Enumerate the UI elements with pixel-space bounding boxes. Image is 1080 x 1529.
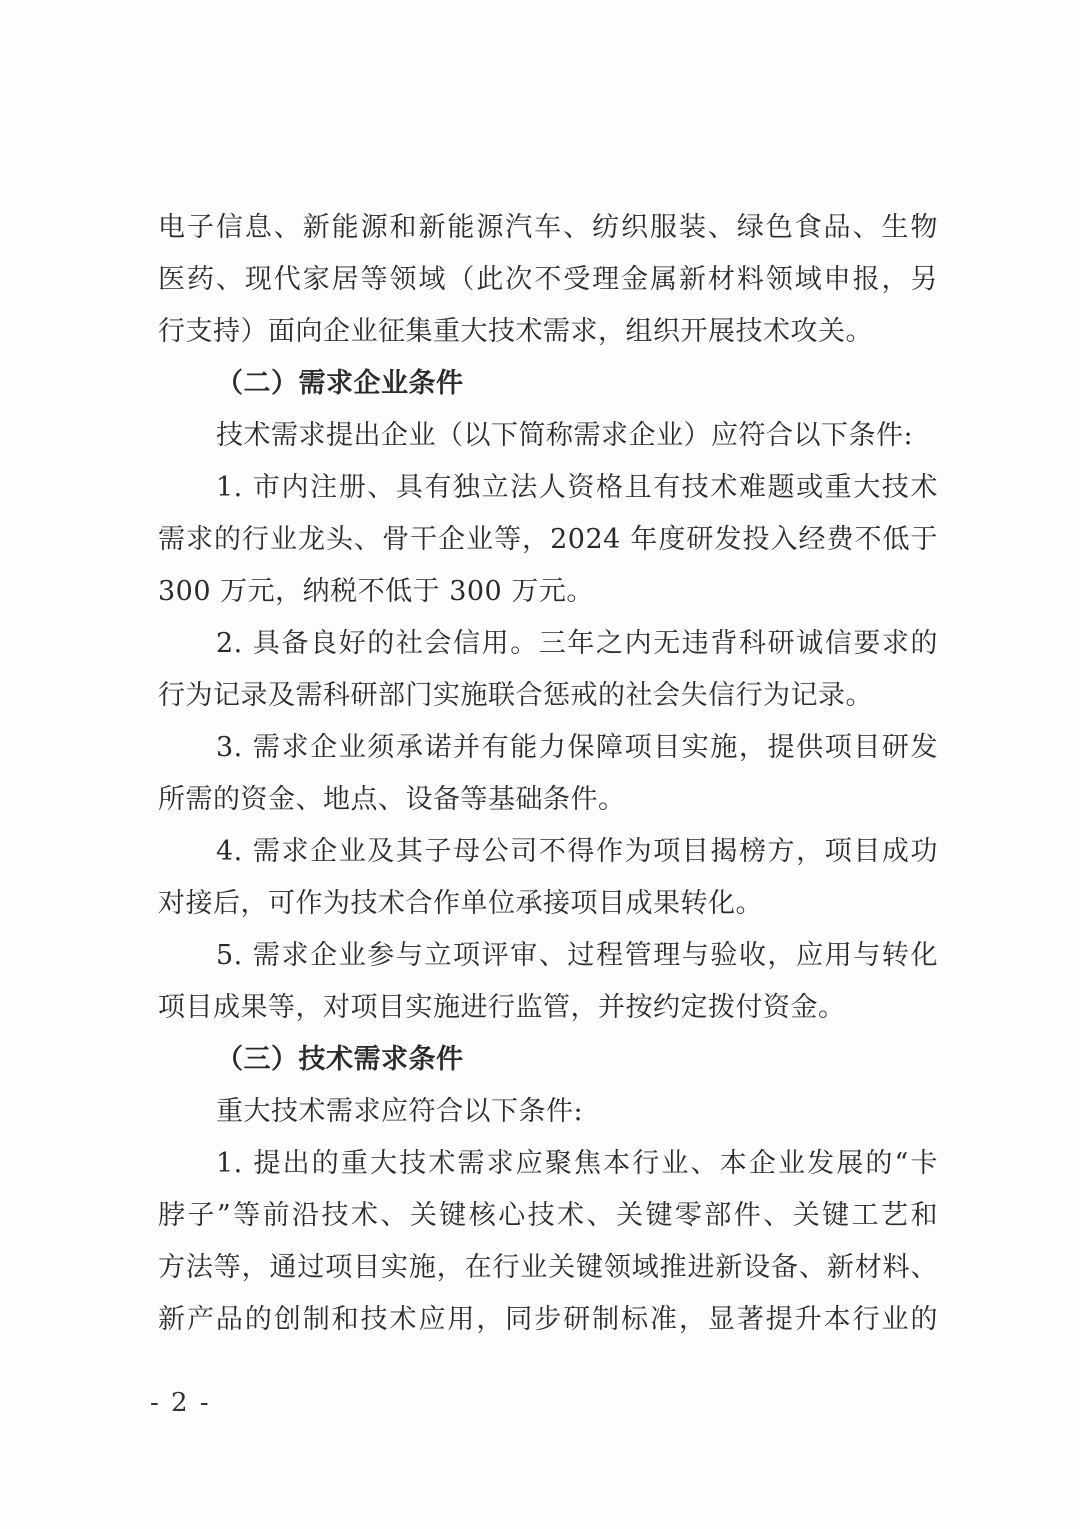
list-item-5-line: 项目成果等，对项目实施进行监管，并按约定拨付资金。	[158, 992, 846, 1023]
text-line: 行支持）面向企业征集重大技术需求，组织开展技术攻关。	[158, 316, 873, 347]
tech-item-1-line: 1. 提出的重大技术需求应聚焦本行业、本企业发展的“卡	[216, 1148, 938, 1179]
list-item-4-line: 对接后，可作为技术合作单位承接项目成果转化。	[158, 888, 763, 919]
tech-item-1-line: 方法等，通过项目实施，在行业关键领域推进新设备、新材料、	[158, 1252, 938, 1283]
list-item-4-line: 4. 需求企业及其子母公司不得作为项目揭榜方，项目成功	[216, 836, 938, 867]
list-item-3-line: 所需的资金、地点、设备等基础条件。	[158, 784, 626, 815]
section-heading-3: （三）技术需求条件	[216, 1044, 464, 1075]
list-item-3-line: 3. 需求企业须承诺并有能力保障项目实施，提供项目研发	[216, 732, 938, 763]
text-line: 重大技术需求应符合以下条件:	[216, 1096, 584, 1127]
list-item-1-line: 300 万元，纳税不低于 300 万元。	[158, 576, 594, 607]
section-heading-2: （二）需求企业条件	[216, 368, 464, 399]
tech-item-1-line: 新产品的创制和技术应用，同步研制标准，显著提升本行业的	[158, 1304, 938, 1335]
text-line: 电子信息、新能源和新能源汽车、纺织服装、绿色食品、生物	[158, 212, 938, 243]
list-item-5-line: 5. 需求企业参与立项评审、过程管理与验收，应用与转化	[216, 940, 938, 971]
list-item-1-line: 需求的行业龙头、骨干企业等，2024 年度研发投入经费不低于	[158, 524, 938, 555]
document-body	[158, 202, 938, 1346]
list-item-2-line: 2. 具备良好的社会信用。三年之内无违背科研诚信要求的	[216, 628, 938, 659]
text-line: 技术需求提出企业（以下简称需求企业）应符合以下条件:	[216, 420, 914, 451]
list-item-1-line: 1. 市内注册、具有独立法人资格且有技术难题或重大技术	[216, 472, 938, 503]
list-item-2-line: 行为记录及需科研部门实施联合惩戒的社会失信行为记录。	[158, 680, 873, 711]
page-number: - 2 -	[150, 1388, 211, 1418]
text-line: 医药、现代家居等领域（此次不受理金属新材料领域申报，另	[158, 264, 938, 295]
tech-item-1-line: 脖子”等前沿技术、关键核心技术、关键零部件、关键工艺和	[158, 1200, 938, 1231]
